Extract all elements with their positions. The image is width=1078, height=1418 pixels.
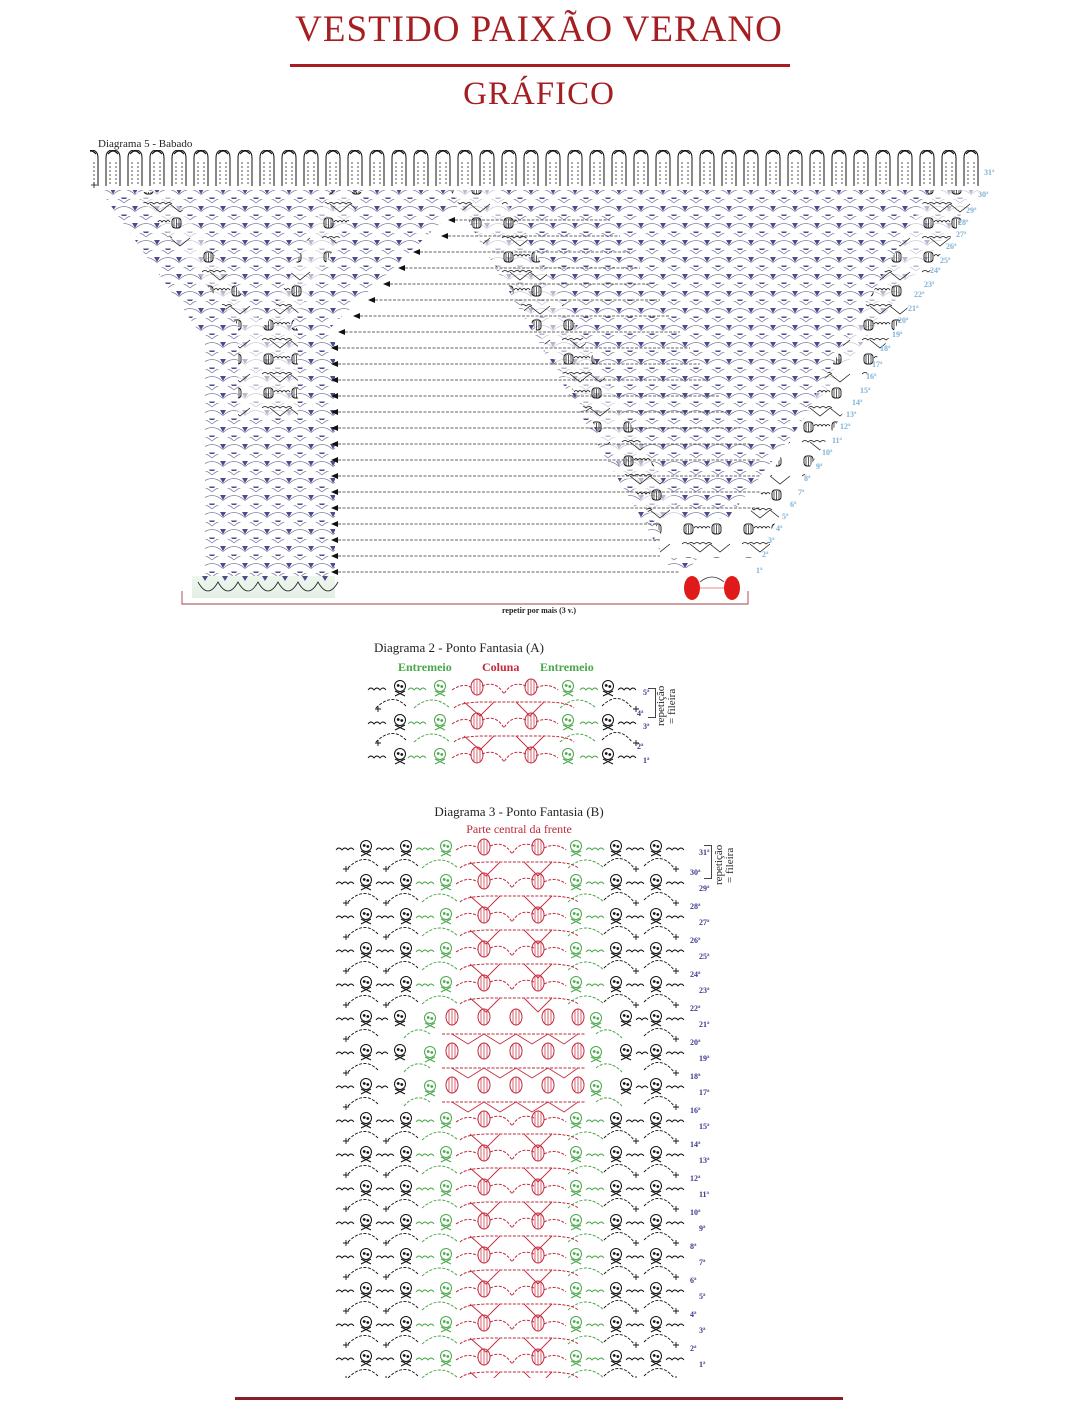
row-label: 1ª xyxy=(643,756,650,765)
repeat-label xyxy=(656,684,678,728)
row-label: 31ª xyxy=(984,168,995,177)
row-label: 23ª xyxy=(924,280,935,289)
diagram3-chart xyxy=(334,838,701,1378)
row-label: 11ª xyxy=(699,1190,709,1199)
row-label: 18ª xyxy=(880,344,891,353)
row-label: 16ª xyxy=(690,1106,701,1115)
repeat-bracket xyxy=(704,845,712,879)
row-label: 10ª xyxy=(822,448,833,457)
row-label: 22ª xyxy=(690,1004,701,1013)
row-label: 19ª xyxy=(699,1054,710,1063)
row-label: 25ª xyxy=(940,256,951,265)
diagram2-title: Diagrama 2 - Ponto Fantasia (A) xyxy=(373,640,545,655)
repeat-label-line1: repetição xyxy=(713,844,725,886)
row-label: 2ª xyxy=(637,742,644,751)
page-subtitle: GRÁFICO xyxy=(463,76,615,112)
repeat-label-line2: = fileira xyxy=(666,688,678,724)
row-label: 12ª xyxy=(840,422,851,431)
start-marker-left xyxy=(684,576,700,600)
row-label: 13ª xyxy=(846,410,857,419)
row-label: 13ª xyxy=(699,1156,710,1165)
diagram3-subtitle: Parte central da frente xyxy=(466,822,572,836)
row-label: 20ª xyxy=(898,316,909,325)
row-label: 3ª xyxy=(768,536,775,545)
row-label: 5ª xyxy=(782,512,789,521)
row-label: 1ª xyxy=(699,1360,706,1369)
row-label: 25ª xyxy=(699,952,710,961)
repeat-label-line1: repetição xyxy=(655,685,667,727)
row-label: 10ª xyxy=(690,1208,701,1217)
row-label: 2ª xyxy=(762,550,769,559)
repeat-note: repetir por mais (3 v.) xyxy=(502,606,576,615)
row-label: 2ª xyxy=(690,1344,697,1353)
row-label: 23ª xyxy=(699,986,710,995)
row-label: 7ª xyxy=(699,1258,706,1267)
row-label: 4ª xyxy=(690,1310,697,1319)
row-label: 5ª xyxy=(643,688,650,697)
row-label: 22ª xyxy=(914,290,925,299)
row-label: 27ª xyxy=(699,918,710,927)
row-label: 29ª xyxy=(699,884,710,893)
page-title: VESTIDO PAIXÃO VERANO xyxy=(295,9,783,50)
row-label: 28ª xyxy=(690,902,701,911)
diagram5-label: Diagrama 5 - Babado xyxy=(98,138,193,150)
row-label: 4ª xyxy=(637,709,644,718)
row-label: 7ª xyxy=(798,488,805,497)
row-label: 6ª xyxy=(690,1276,697,1285)
row-label: 16ª xyxy=(866,372,877,381)
row-label: 31ª xyxy=(699,848,710,857)
row-label: 8ª xyxy=(804,474,811,483)
row-label: 24ª xyxy=(930,266,941,275)
row-label: 14ª xyxy=(690,1140,701,1149)
row-label: 4ª xyxy=(776,524,783,533)
row-label: 1ª xyxy=(756,566,763,575)
row-label: 29ª xyxy=(966,206,977,215)
repeat-label-line2: = fileira xyxy=(724,847,736,883)
row-label: 17ª xyxy=(872,360,883,369)
row-label: 20ª xyxy=(690,1038,701,1047)
row-label: 6ª xyxy=(790,500,797,509)
diagram2-chart xyxy=(364,678,654,770)
row-label: 19ª xyxy=(892,330,903,339)
legend-entremeio-left: Entremeio xyxy=(398,660,452,674)
row-label: 27ª xyxy=(956,230,967,239)
footer-divider xyxy=(235,1397,843,1400)
row-label: 30ª xyxy=(690,868,701,877)
row-label: 15ª xyxy=(860,386,871,395)
row-label: 26ª xyxy=(690,936,701,945)
row-label: 8ª xyxy=(690,1242,697,1251)
diagram5-chart xyxy=(80,148,1000,618)
row-label: 18ª xyxy=(690,1072,701,1081)
title-divider xyxy=(290,64,790,67)
row-label: 5ª xyxy=(699,1292,706,1301)
row-label: 28ª xyxy=(958,218,969,227)
row-label: 15ª xyxy=(699,1122,710,1131)
row-label: 9ª xyxy=(699,1224,706,1233)
diagram3-title: Diagrama 3 - Ponto Fantasia (B) xyxy=(434,804,604,819)
legend-coluna: Coluna xyxy=(482,660,520,674)
row-label: 12ª xyxy=(690,1174,701,1183)
legend-entremeio-right: Entremeio xyxy=(540,660,594,674)
row-label: 21ª xyxy=(908,304,919,313)
row-label: 14ª xyxy=(852,398,863,407)
row-label: 26ª xyxy=(946,242,957,251)
row-label: 17ª xyxy=(699,1088,710,1097)
row-label: 24ª xyxy=(690,970,701,979)
row-label: 9ª xyxy=(816,462,823,471)
row-label: 3ª xyxy=(643,722,650,731)
row-label: 21ª xyxy=(699,1020,710,1029)
row-label: 3ª xyxy=(699,1326,706,1335)
start-marker-right xyxy=(724,576,740,600)
repeat-label xyxy=(714,838,736,892)
row-label: 30ª xyxy=(978,190,989,199)
row-label: 11ª xyxy=(832,436,842,445)
